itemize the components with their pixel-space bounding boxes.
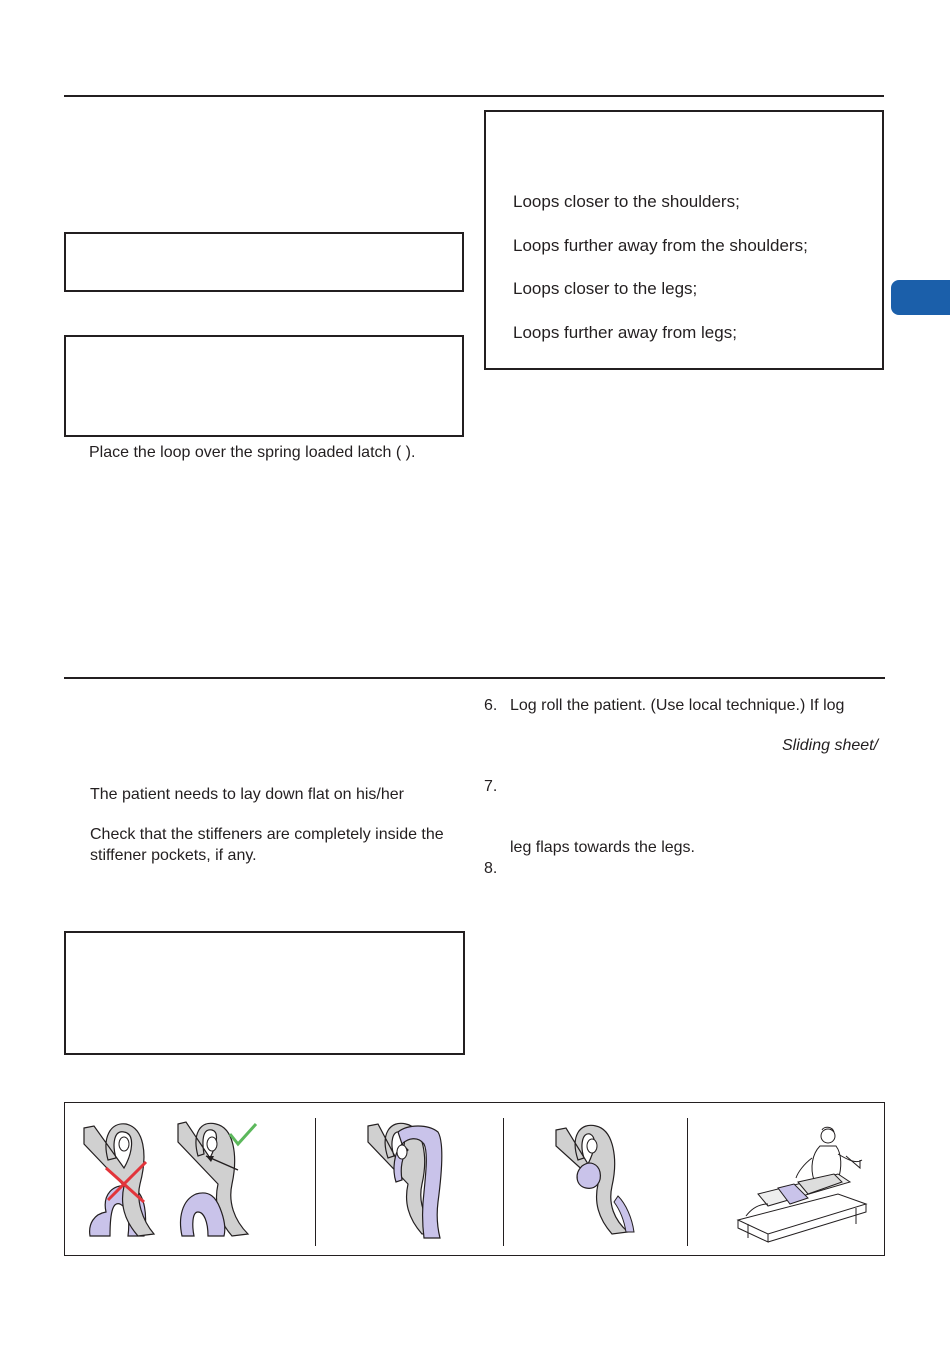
step6-italic: Sliding sheet/ (782, 737, 879, 754)
figure-divider (687, 1118, 688, 1246)
loop-item: Loops further away from the shoulders; (513, 236, 808, 255)
illustration-correct-loop (176, 1122, 266, 1239)
illustration-caregiver-patient (738, 1124, 868, 1242)
step-lay-flat: The patient needs to lay down flat on his/her (90, 786, 404, 803)
step-place-loop: Place the loop over the spring loaded latch ( ). (89, 444, 416, 461)
section-rule (64, 677, 885, 679)
step8-number: 8. (484, 860, 498, 877)
illustration-loop-over-latch (368, 1122, 448, 1240)
note-box-2 (64, 335, 464, 437)
step-stiffeners-2: stiffener pockets, if any. (90, 847, 257, 864)
note-box-1 (64, 232, 464, 292)
chapter-tab (891, 280, 950, 315)
step-stiffeners-1: Check that the stiffeners are completely inside the (90, 826, 444, 843)
step7-number: 7. (484, 778, 498, 795)
top-rule-left (64, 95, 884, 97)
figure-divider (503, 1118, 504, 1246)
loop-item: Loops closer to the legs; (513, 279, 698, 298)
figure-divider (315, 1118, 316, 1246)
illustration-wrong-loop (84, 1124, 174, 1239)
step6-text: Log roll the patient. (Use local technique.) If log (510, 697, 845, 714)
illustration-loop-seated (556, 1126, 638, 1236)
loop-item: Loops closer to the shoulders; (513, 192, 740, 211)
step7-text: leg flaps towards the legs. (510, 839, 695, 856)
loop-item: Loops further away from legs; (513, 323, 737, 342)
checkmark-icon (230, 1124, 256, 1144)
step6-number: 6. (484, 697, 498, 714)
note-box-3 (64, 931, 465, 1055)
